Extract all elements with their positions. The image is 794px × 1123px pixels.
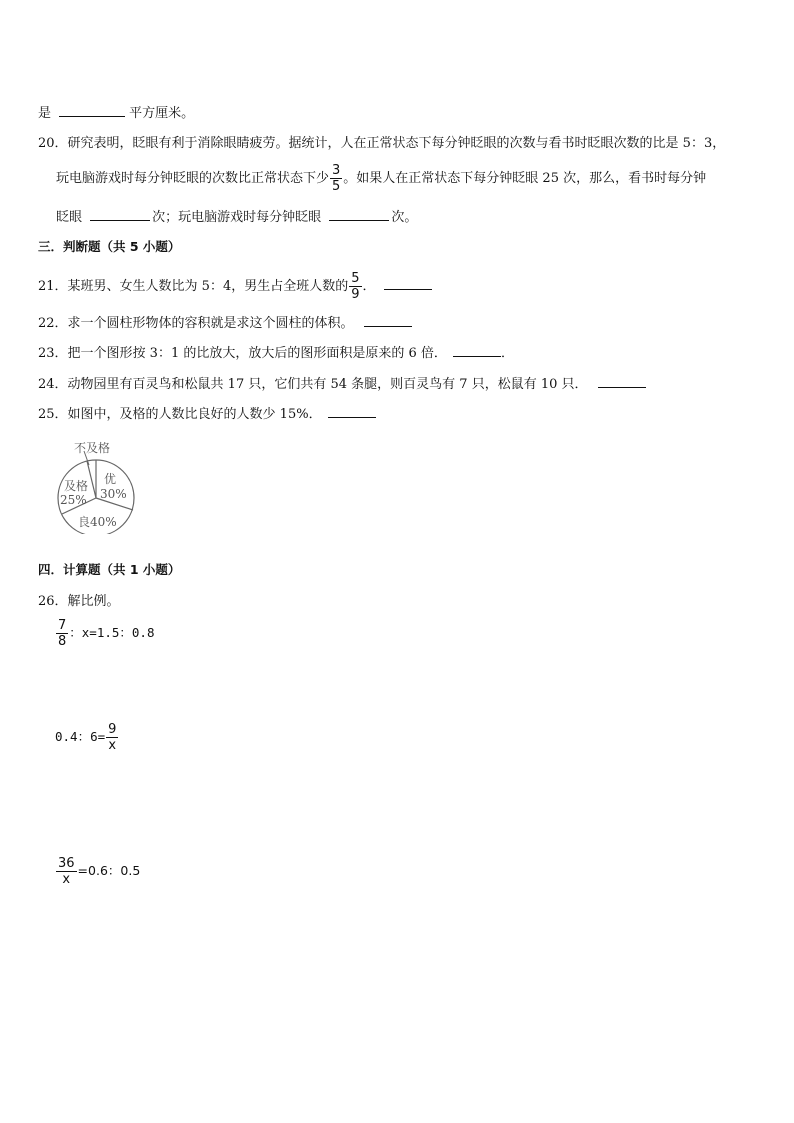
q23-post: ．	[501, 346, 515, 361]
q21-line	[38, 271, 432, 302]
pie-divider-fail	[87, 461, 96, 498]
q20-blank-gaming[interactable]	[329, 207, 389, 221]
q21-frac-num: 5	[351, 271, 360, 286]
q19-prefix: 是	[38, 106, 52, 121]
q20-line2-post: 。如果人在正常状态下每分钟眨眼 25 次，那么，看书时每分钟	[343, 171, 707, 186]
q26-eq2-fraction	[106, 722, 118, 753]
q22-line	[38, 313, 412, 333]
q19-tail-line	[38, 103, 194, 123]
grade-pie-chart	[56, 438, 146, 534]
q21-pre: 21．某班男、女生人数比为 5：4，男生占全班人数的	[38, 279, 349, 294]
q20-line2-pre: 玩电脑游戏时每分钟眨眼的次数比正常状态下少	[56, 171, 330, 186]
q23-answer-blank[interactable]	[453, 343, 501, 357]
q25-line	[38, 404, 376, 424]
q26-eq1-rest: ：x=1.5：0.8	[69, 625, 155, 640]
q26-equation-1	[55, 618, 155, 649]
q20-blank-reading[interactable]	[90, 207, 150, 221]
q26-eq2-num: 9	[108, 722, 117, 737]
q20-line3	[56, 207, 417, 227]
q24-text: 24．动物园里有百灵鸟和松鼠共 17 只，它们共有 54 条腿，则百灵鸟有 7 只，松鼠有 10 只．	[38, 377, 588, 392]
q26-eq1-fraction	[56, 618, 68, 649]
q21-frac-den: 9	[351, 287, 360, 302]
q22-text: 22．求一个圆柱形物体的容积就是求这个圆柱的体积。	[38, 316, 354, 331]
q24-answer-blank[interactable]	[598, 374, 646, 388]
q26-eq3-num: 36	[58, 856, 75, 871]
q21-answer-blank[interactable]	[384, 276, 432, 290]
section4-title: 四．计算题（共 1 小题）	[38, 562, 181, 577]
q19-suffix: 平方厘米。	[129, 106, 195, 121]
q20-line1: 20．研究表明，眨眼有利于消除眼睛疲劳。据统计，人在正常状态下每分钟眨眼的次数与看书时眨眼次数的比是 5：3，	[38, 136, 726, 151]
q20-line3-b: 次；玩电脑游戏时每分钟眨眼	[152, 210, 322, 225]
q25-text: 25．如图中，及格的人数比良好的人数少 15%．	[38, 407, 322, 422]
pie-label-pass: 及格	[64, 479, 89, 493]
q23-text: 23．把一个图形按 3：1 的比放大，放大后的图形面积是原来的 6 倍．	[38, 346, 447, 361]
q20-line2	[56, 163, 706, 194]
q21-fraction	[349, 271, 361, 302]
q19-answer-blank[interactable]	[59, 103, 125, 117]
q20-line3-a: 眨眼	[56, 210, 83, 225]
q20-line3-c: 次。	[391, 210, 418, 225]
q26-eq1-num: 7	[58, 618, 67, 633]
pie-value-pass: 25%	[60, 493, 87, 507]
q26-eq3-fraction	[56, 856, 77, 887]
q23-line	[38, 343, 514, 363]
q24-line	[38, 374, 646, 394]
q20-frac-num: 3	[332, 163, 341, 178]
q25-answer-blank[interactable]	[328, 404, 376, 418]
q26-eq1-den: 8	[58, 634, 67, 649]
q20-fraction	[330, 163, 342, 194]
pie-value-excellent: 30%	[100, 487, 127, 501]
pie-label-fail: 不及格	[74, 441, 111, 455]
section3-title: 三．判断题（共 5 小题）	[38, 239, 181, 254]
q26-eq2-lead: 0.4：6=	[55, 729, 106, 744]
q26-title: 26．解比例。	[38, 594, 120, 609]
q26-equation-2	[55, 722, 119, 753]
pie-label-good: 良40%	[78, 515, 117, 529]
pie-label-excellent: 优	[104, 472, 117, 486]
q22-answer-blank[interactable]	[364, 313, 412, 327]
q21-post: ．	[362, 279, 376, 294]
q26-eq3-rest: =0.6：0.5	[77, 863, 141, 878]
q26-eq2-den: x	[108, 738, 117, 753]
q26-eq3-den: x	[62, 872, 71, 887]
q26-equation-3	[55, 856, 140, 887]
q20-frac-den: 5	[332, 179, 341, 194]
